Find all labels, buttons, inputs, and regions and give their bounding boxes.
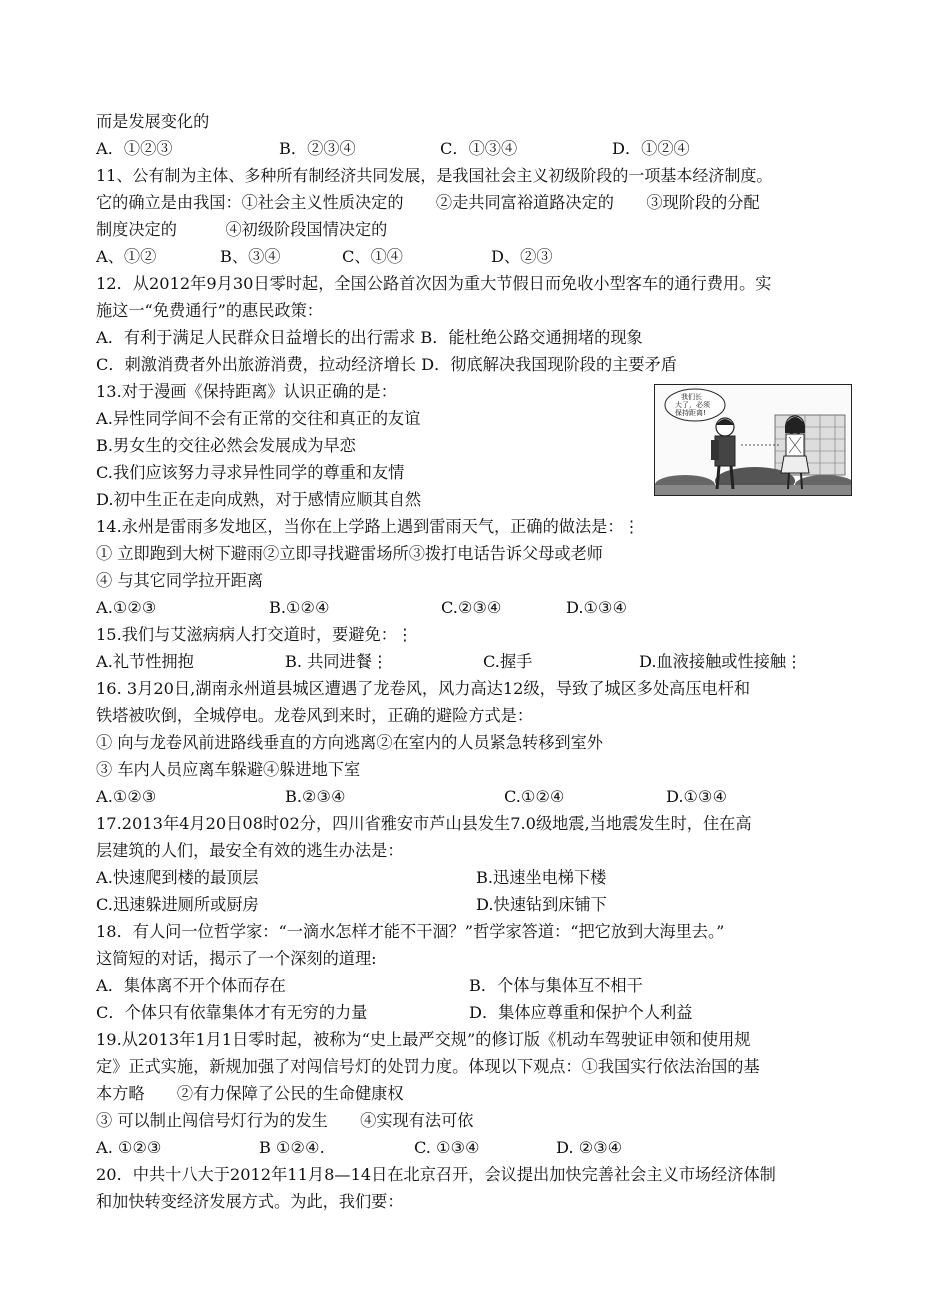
option-b: B. 共同进餐⋮: [285, 652, 389, 671]
option-a: A、①②: [96, 247, 157, 266]
text-line: 铁塔被吹倒，全城停电。龙卷风到来时，正确的避险方式是：: [96, 706, 534, 725]
option-row: [96, 244, 796, 270]
question-16: 16. 3月20日,湖南永州道县城区遭遇了龙卷风，风力高达12级，导致了城区多处高压电杆和: [96, 679, 751, 698]
option-row: [96, 865, 796, 891]
option-b: B、③④: [220, 247, 281, 266]
option-d: D. ②③④: [556, 1138, 623, 1157]
text-line: 定》正式实施，新规加强了对闯信号灯的处罚力度。体现以下观点：①我国实行依法治国的基: [96, 1057, 760, 1076]
text-line: ① 向与龙卷风前进路线垂直的方向逃离②在室内的人员紧急转移到室外: [96, 733, 603, 752]
text-line: ③ 车内人员应离车躲避④躲进地下室: [96, 760, 361, 779]
option-d: D．①②④: [612, 139, 690, 158]
text-line: 制度决定的 ④初级阶段国情决定的: [96, 220, 388, 239]
option-row: [96, 595, 796, 621]
option-a: A.礼节性拥抱: [96, 652, 194, 671]
question-14: 14.永州是雷雨多发地区，当你在上学路上遇到雷雨天气，正确的做法是：⋮: [96, 517, 640, 536]
question-17: 17.2013年4月20日08时02分，四川省雅安市芦山县发生7.0级地震,当地震发生时，住在高: [96, 814, 752, 833]
option-row: [96, 784, 796, 810]
question-15: 15.我们与艾滋病病人打交道时，要避免：⋮: [96, 625, 414, 644]
question-20: 20．中共十八大于2012年11月8—14日在北京召开，会议提出加快完善社会主义市场经济体制: [96, 1165, 776, 1184]
option-b: B．个体与集体互不相干: [469, 976, 643, 995]
option-d: D.①③④: [666, 787, 728, 806]
option-row: [96, 892, 796, 918]
text-line: 它的确立是由我国：①社会主义性质决定的 ②走共同富裕道路决定的 ③现阶段的分配: [96, 193, 760, 212]
option-a: A.①②③: [96, 598, 157, 617]
option-a: A. ①②③: [96, 1138, 162, 1157]
option-row: [96, 649, 836, 675]
option-row: [96, 973, 796, 999]
option-a: A.①②③: [96, 787, 157, 806]
text-line: 而是发展变化的: [96, 112, 210, 131]
option-b: B ①②④.: [259, 1138, 325, 1157]
option-line: B.男女生的交往必然会发展成为早恋: [96, 436, 356, 455]
bubble-text: 保持距离!: [675, 409, 706, 417]
option-a: A．集体离不开个体而存在: [96, 976, 286, 995]
bubble-text: 大了，必须: [675, 401, 710, 409]
text-line: 施这一“免费通行”的惠民政策：: [96, 301, 323, 320]
option-line: C．刺激消费者外出旅游消费，拉动经济增长 D．彻底解决我国现阶段的主要矛盾: [96, 355, 677, 374]
option-c: C.①②④: [504, 787, 565, 806]
option-row: [96, 136, 796, 162]
text-line: 层建筑的人们，最安全有效的逃生办法是：: [96, 841, 404, 860]
text-line: 这简短的对话，揭示了一个深刻的道理:: [96, 949, 377, 968]
cartoon-image: [654, 384, 852, 496]
text-line: ③ 可以制止闯信号灯行为的发生 ④实现有法可依: [96, 1111, 474, 1130]
question-13: 13.对于漫画《保持距离》认识正确的是：: [96, 382, 397, 401]
option-b: B.迅速坐电梯下楼: [476, 868, 607, 887]
option-line: C.我们应该努力寻求异性同学的尊重和友情: [96, 463, 405, 482]
text-line: ① 立即跑到大树下避雨②立即寻找避雷场所③拨打电话告诉父母或老师: [96, 544, 603, 563]
option-row: [96, 1135, 796, 1161]
option-line: D.初中生正在走向成熟，对于感情应顺其自然: [96, 490, 422, 509]
option-row: [96, 1000, 796, 1026]
option-a: A.快速爬到楼的最顶层: [96, 868, 259, 887]
option-c: C．①③④: [440, 139, 518, 158]
option-d: D.①③④: [566, 598, 628, 617]
option-line: A.异性同学间不会有正常的交往和真正的友谊: [96, 409, 421, 428]
text-line: ④ 与其它同学拉开距离: [96, 571, 264, 590]
bubble-text: 我们长: [681, 393, 702, 401]
option-c: C.握手: [483, 652, 533, 671]
option-c: C. ①③④: [414, 1138, 480, 1157]
option-c: C、①④: [342, 247, 403, 266]
option-line: A．有利于满足人民群众日益增长的出行需求 B．能杜绝公路交通拥堵的现象: [96, 328, 643, 347]
option-c: C．个体只有依靠集体才有无穷的力量: [96, 1003, 368, 1022]
question-11: 11、公有制为主体、多种所有制经济共同发展，是我国社会主义初级阶段的一项基本经济制度。: [96, 166, 773, 185]
option-b: B.②③④: [285, 787, 346, 806]
option-d: D、②③: [491, 247, 553, 266]
text-line: 和加快转变经济发展方式。为此，我们要：: [96, 1192, 404, 1211]
option-d: D.血液接触或性接触⋮: [639, 652, 803, 671]
option-a: A．①②③: [96, 139, 173, 158]
text-line: 本方略 ②有力保障了公民的生命健康权: [96, 1084, 404, 1103]
option-c: C.迅速躲进厕所或厨房: [96, 895, 259, 914]
option-c: C.②③④: [441, 598, 502, 617]
option-d: D．集体应尊重和保护个人利益: [469, 1003, 693, 1022]
option-b: B.①②④: [269, 598, 330, 617]
question-19: 19.从2013年1月1日零时起，被称为“史上最严交规”的修订版《机动车驾驶证申领和使用规: [96, 1030, 751, 1049]
option-b: B．②③④: [279, 139, 356, 158]
question-18: 18．有人问一位哲学家：“一滴水怎样才能不干涸？”哲学家答道：“把它放到大海里去。”: [96, 922, 725, 941]
option-d: D.快速钻到床铺下: [476, 895, 607, 914]
question-12: 12．从2012年9月30日零时起，全国公路首次因为重大节假日而免收小型客车的通行费用。实: [96, 274, 772, 293]
